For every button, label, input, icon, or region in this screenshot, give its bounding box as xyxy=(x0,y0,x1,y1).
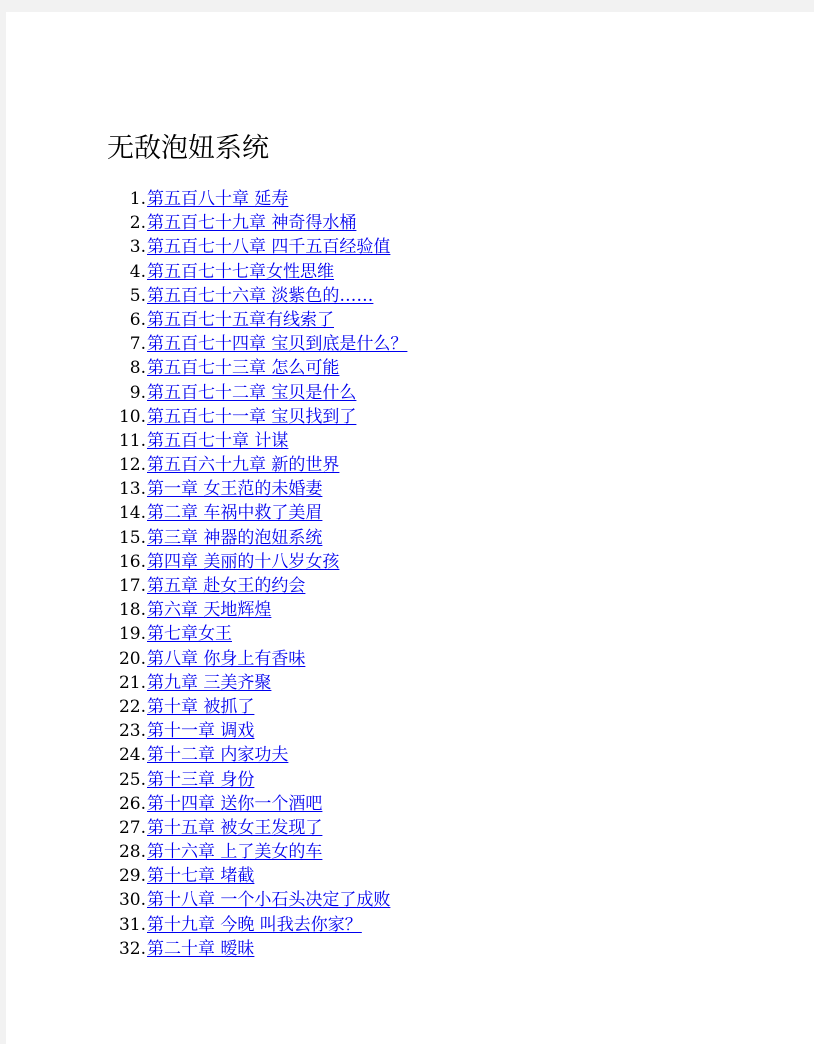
toc-item-number: 32. xyxy=(118,938,146,959)
chapter-link[interactable]: 第五百八十章 延寿 xyxy=(147,189,289,209)
chapter-link[interactable]: 第五百七十三章 怎么可能 xyxy=(147,358,340,379)
chapter-link[interactable]: 第八章 你身上有香味 xyxy=(147,648,306,669)
toc-item xyxy=(106,477,407,501)
toc-item-number: 15. xyxy=(118,527,146,548)
chapter-link[interactable]: 第三章 神器的泡妞系统 xyxy=(147,527,323,548)
toc-item-number: 7. xyxy=(129,334,146,355)
toc-item-number: 30. xyxy=(118,890,146,911)
toc-item xyxy=(106,743,407,767)
toc-item xyxy=(106,429,407,453)
toc-item xyxy=(106,550,407,574)
chapter-link[interactable]: 第十三章 身份 xyxy=(147,769,255,790)
toc-item-number: 29. xyxy=(118,866,146,887)
toc-item xyxy=(106,647,407,671)
toc-item-number: 11. xyxy=(118,430,146,451)
chapter-link[interactable]: 第十六章 上了美女的车 xyxy=(147,842,323,863)
chapter-link[interactable]: 第四章 美丽的十八岁女孩 xyxy=(147,551,340,572)
toc-item xyxy=(106,501,407,525)
toc-item xyxy=(106,211,407,235)
toc-item-number: 18. xyxy=(118,600,146,621)
toc-item xyxy=(106,840,407,864)
toc-item xyxy=(106,332,407,356)
chapter-link[interactable]: 第十一章 调戏 xyxy=(147,721,255,742)
toc-item-number: 25. xyxy=(118,769,146,790)
toc-item-number: 31. xyxy=(118,914,146,935)
toc-item-number: 2. xyxy=(129,213,146,234)
toc-item-number: 4. xyxy=(129,261,146,282)
toc-item-number: 28. xyxy=(118,842,146,863)
toc-item xyxy=(106,598,407,622)
chapter-link[interactable]: 第一章 女王范的未婚妻 xyxy=(147,479,323,500)
chapter-link[interactable]: 第五百七十二章 宝贝是什么 xyxy=(147,382,357,403)
toc-item xyxy=(106,768,407,792)
toc-item-number: 21. xyxy=(118,672,146,693)
toc-item xyxy=(106,260,407,284)
toc-item-number: 5. xyxy=(129,285,146,306)
chapter-link[interactable]: 第十四章 送你一个酒吧 xyxy=(147,793,323,814)
toc-item-number: 20. xyxy=(118,648,146,669)
chapter-link[interactable]: 第二十章 暧昧 xyxy=(147,938,255,959)
toc-item xyxy=(106,695,407,719)
toc-item xyxy=(106,792,407,816)
toc-item xyxy=(106,453,407,477)
chapter-link[interactable]: 第五百七十一章 宝贝找到了 xyxy=(147,406,357,427)
toc-item xyxy=(106,864,407,888)
chapter-link[interactable]: 第五百七十八章 四千五百经验值 xyxy=(147,237,391,258)
toc-item-number: 26. xyxy=(118,793,146,814)
toc-item-number: 17. xyxy=(118,576,146,596)
toc-item-number: 8. xyxy=(129,358,146,379)
toc-item-number: 27. xyxy=(118,817,146,838)
chapter-link[interactable]: 第五百七十六章 淡紫色的…… xyxy=(147,285,374,306)
toc-item-number: 16. xyxy=(118,551,146,572)
chapter-link[interactable]: 第六章 天地辉煌 xyxy=(147,600,272,621)
toc-item xyxy=(106,526,407,550)
toc-item xyxy=(106,574,407,598)
table-of-contents xyxy=(106,187,407,961)
toc-item-number: 13. xyxy=(118,479,146,500)
toc-item xyxy=(106,913,407,937)
toc-item xyxy=(106,888,407,912)
toc-item-number: 24. xyxy=(118,745,146,766)
document-page xyxy=(6,12,814,1044)
chapter-link[interactable]: 第五百七十七章女性思维 xyxy=(147,261,334,282)
toc-item-number: 9. xyxy=(129,382,146,403)
toc-item-number: 14. xyxy=(118,503,146,524)
chapter-link[interactable]: 第五章 赴女王的约会 xyxy=(147,576,306,596)
chapter-link[interactable]: 第五百七十章 计谋 xyxy=(147,430,289,451)
chapter-link[interactable]: 第十八章 一个小石头决定了成败 xyxy=(147,890,391,911)
toc-item xyxy=(106,235,407,259)
chapter-link[interactable]: 第二章 车祸中救了美眉 xyxy=(147,503,323,524)
toc-item xyxy=(106,719,407,743)
toc-item xyxy=(106,622,407,646)
toc-item-number: 1. xyxy=(129,189,146,209)
chapter-link[interactable]: 第十二章 内家功夫 xyxy=(147,745,289,766)
chapter-link[interactable]: 第十五章 被女王发现了 xyxy=(147,817,323,838)
toc-item xyxy=(106,405,407,429)
toc-item-number: 10. xyxy=(118,406,146,427)
chapter-link[interactable]: 第五百七十五章有线索了 xyxy=(147,309,334,330)
toc-item xyxy=(106,937,407,961)
toc-item xyxy=(106,356,407,380)
chapter-link[interactable]: 第七章女王 xyxy=(147,624,232,645)
document-title: 无敌泡妞系统 xyxy=(107,133,269,164)
chapter-link[interactable]: 第九章 三美齐聚 xyxy=(147,672,272,693)
chapter-link[interactable]: 第五百七十九章 神奇得水桶 xyxy=(147,213,357,234)
chapter-link[interactable]: 第十章 被抓了 xyxy=(147,696,255,717)
toc-item xyxy=(106,284,407,308)
chapter-link[interactable]: 第十七章 堵截 xyxy=(147,866,255,887)
toc-item-number: 23. xyxy=(118,721,146,742)
toc-item xyxy=(106,308,407,332)
toc-item xyxy=(106,671,407,695)
toc-item xyxy=(106,816,407,840)
toc-item xyxy=(106,381,407,405)
toc-item-number: 22. xyxy=(118,696,146,717)
toc-item-number: 19. xyxy=(118,624,146,645)
chapter-link[interactable]: 第五百六十九章 新的世界 xyxy=(147,455,340,476)
toc-item-number: 3. xyxy=(129,237,146,258)
chapter-link[interactable]: 第五百七十四章 宝贝到底是什么？ xyxy=(147,334,408,355)
chapter-link[interactable]: 第十九章 今晚 叫我去你家？ xyxy=(147,914,362,935)
toc-item-number: 12. xyxy=(118,455,146,476)
toc-item xyxy=(106,187,407,211)
toc-item-number: 6. xyxy=(129,309,146,330)
